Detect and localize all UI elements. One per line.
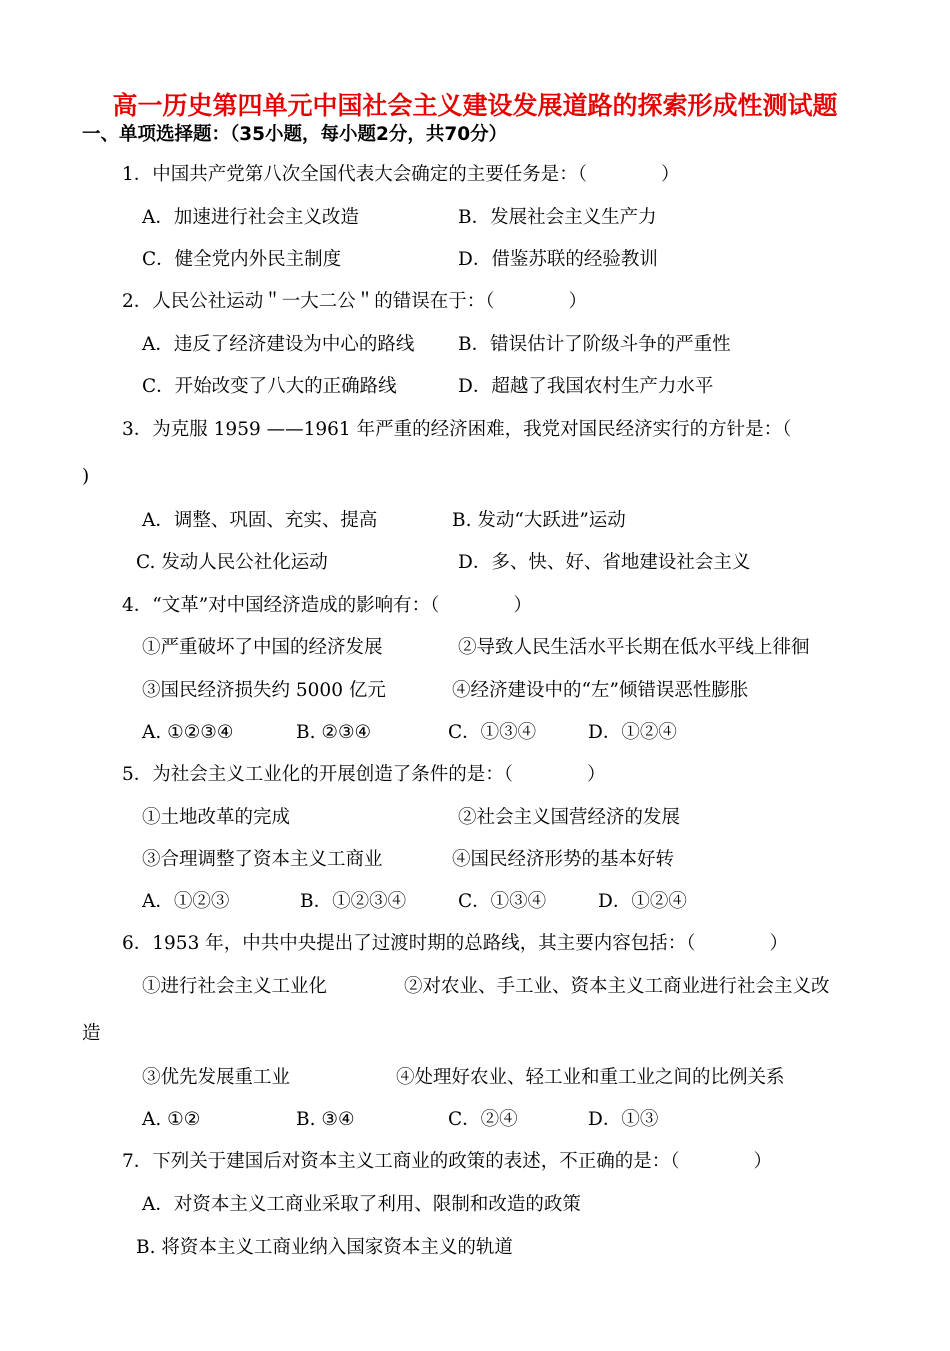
question-3-option-c: C. 发动人民公社化运动	[136, 552, 328, 573]
question-4-option-d: D．①②④	[588, 722, 677, 743]
question-4-item-1: ①严重破坏了中国的经济发展	[142, 637, 383, 658]
question-6-option-c: C．②④	[448, 1109, 518, 1130]
question-2-option-c: C．开始改变了八大的正确路线	[142, 376, 397, 397]
question-7-option-b: B. 将资本主义工商业纳入国家资本主义的轨道	[136, 1237, 513, 1258]
question-5-item-3: ③合理调整了资本主义工商业	[142, 849, 383, 870]
question-1-option-a: A．加速进行社会主义改造	[142, 207, 359, 228]
question-3-stem-continued: )	[82, 466, 90, 487]
question-5-item-4: ④国民经济形势的基本好转	[452, 849, 675, 870]
question-6-stem: 6．1953 年，中共中央提出了过渡时期的总路线，其主要内容包括：（ ）	[122, 933, 788, 954]
question-5-stem: 5．为社会主义工业化的开展创造了条件的是：（ ）	[122, 764, 606, 785]
question-2-option-b: B．错误估计了阶级斗争的严重性	[458, 334, 731, 355]
question-4-option-c: C．①③④	[448, 722, 537, 743]
question-3-stem: 3．为克服 1959 ——1961 年严重的经济困难，我党对国民经济实行的方针是：（	[122, 419, 792, 440]
question-2-option-d: D．超越了我国农村生产力水平	[458, 376, 714, 397]
question-1-option-c: C．健全党内外民主制度	[142, 249, 342, 270]
question-4-item-3: ③国民经济损失约 5000 亿元	[142, 680, 386, 701]
question-2-stem: 2．人民公社运动＂一大二公＂的错误在于：（ ）	[122, 291, 588, 312]
question-6-option-d: D．①③	[588, 1109, 659, 1130]
question-6-item-4: ④处理好农业、轻工业和重工业之间的比例关系	[396, 1067, 785, 1088]
question-4-option-a: A. ①②③④	[142, 722, 234, 743]
question-5-option-d: D．①②④	[598, 891, 687, 912]
question-5-option-b: B．①②③④	[300, 891, 407, 912]
exam-title: 高一历史第四单元中国社会主义建设发展道路的探索形成性测试题	[112, 91, 838, 120]
question-6-item-2-continued: 造	[82, 1023, 101, 1044]
question-1-option-d: D．借鉴苏联的经验教训	[458, 249, 658, 270]
question-3-option-a: A．调整、巩固、充实、提高	[142, 510, 378, 531]
question-7-option-a: A．对资本主义工商业采取了利用、限制和改造的政策	[142, 1194, 581, 1215]
question-4-option-b: B. ②③④	[296, 722, 372, 743]
question-6-option-a: A. ①②	[142, 1109, 201, 1130]
question-3-option-d: D．多、快、好、省地建设社会主义	[458, 552, 751, 573]
question-7-stem: 7．下列关于建国后对资本主义工商业的政策的表述，不正确的是：（ ）	[122, 1151, 773, 1172]
question-4-item-4: ④经济建设中的“左”倾错误恶性膨胀	[452, 680, 749, 701]
question-1-stem: 1．中国共产党第八次全国代表大会确定的主要任务是：（ ）	[122, 164, 680, 185]
question-6-item-1: ①进行社会主义工业化	[142, 976, 328, 997]
question-4-item-2: ②导致人民生活水平长期在低水平线上徘徊	[458, 637, 810, 658]
question-2-option-a: A．违反了经济建设为中心的路线	[142, 334, 415, 355]
question-5-option-c: C．①③④	[458, 891, 547, 912]
question-5-item-2: ②社会主义国营经济的发展	[458, 807, 681, 828]
question-5-item-1: ①土地改革的完成	[142, 807, 291, 828]
question-5-option-a: A．①②③	[142, 891, 230, 912]
question-4-stem: 4．“文革”对中国经济造成的影响有：（ ）	[122, 595, 532, 616]
question-6-item-3: ③优先发展重工业	[142, 1067, 291, 1088]
question-3-option-b: B. 发动“大跃进”运动	[452, 510, 626, 531]
question-6-option-b: B. ③④	[296, 1109, 355, 1130]
question-1-option-b: B．发展社会主义生产力	[458, 207, 657, 228]
question-6-item-2: ②对农业、手工业、资本主义工商业进行社会主义改	[404, 976, 830, 997]
section-heading: 一、单项选择题：（35小题，每小题2分，共70分）	[82, 124, 508, 145]
